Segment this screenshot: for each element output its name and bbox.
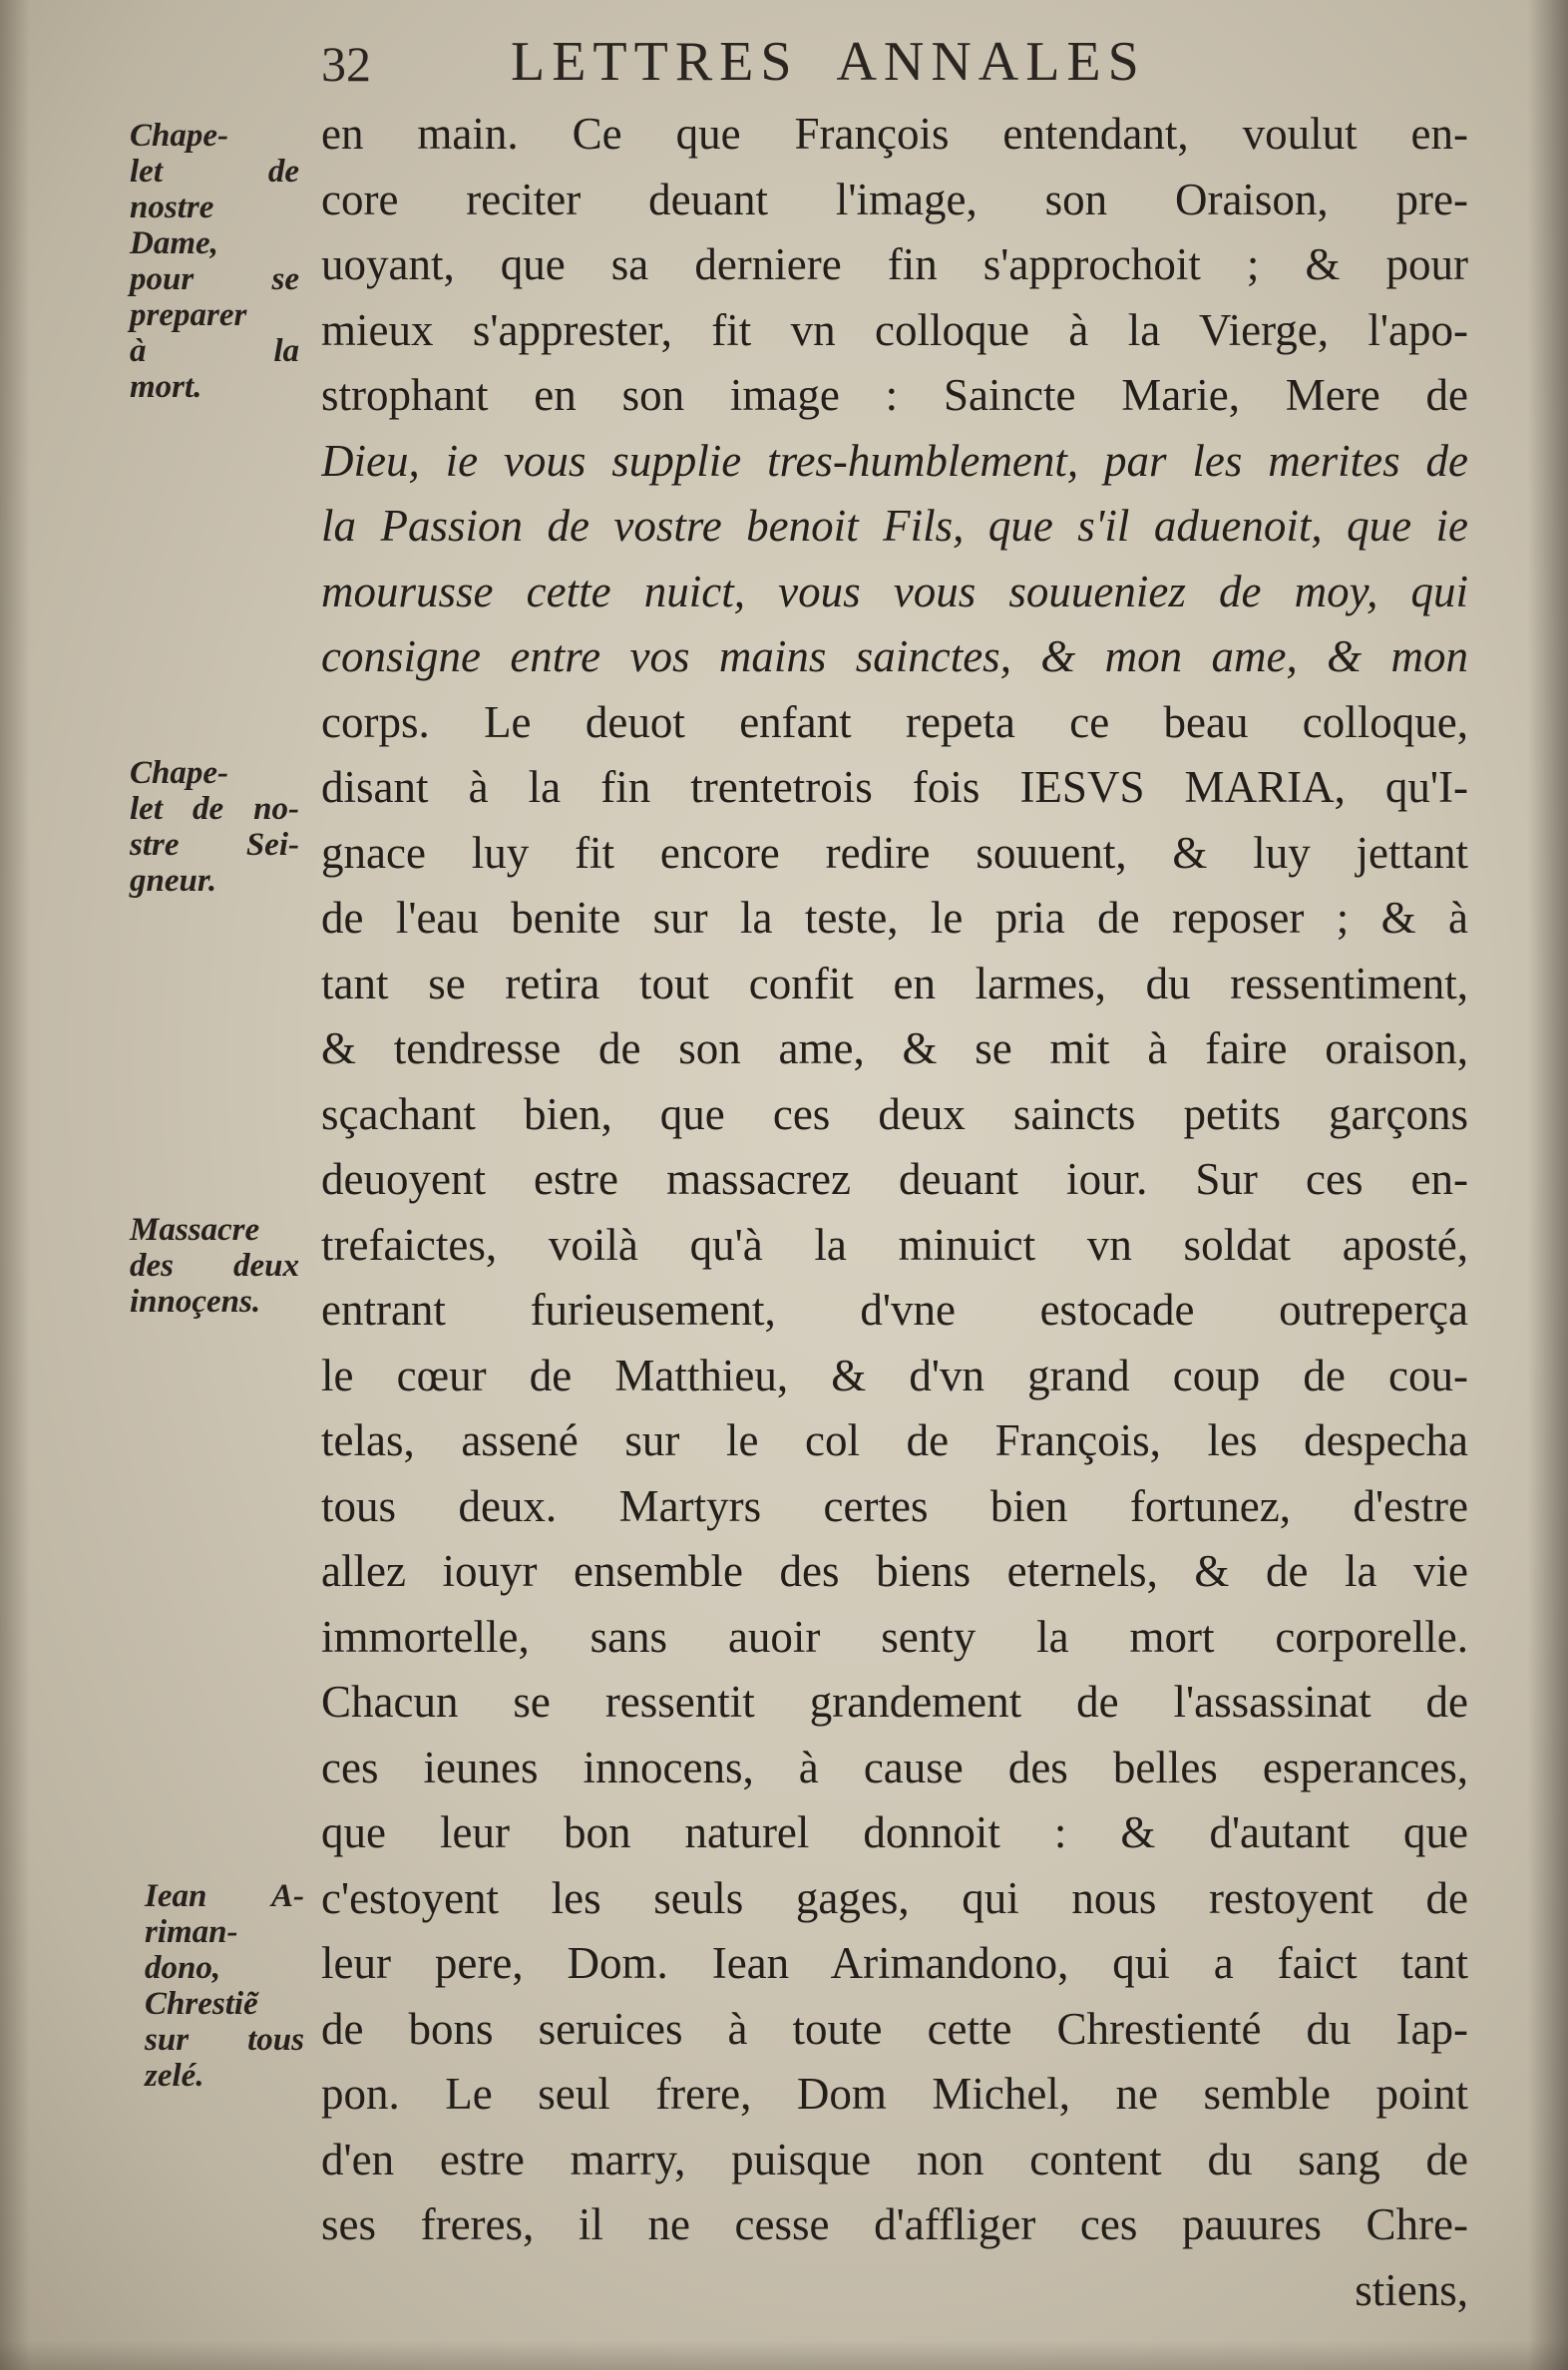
text-line: Dieu, ie vous supplie tres-humblement, par les merites de [321,435,1468,486]
margin-note-line: let de [130,154,299,190]
margin-note-line: Iean A- [145,1878,304,1914]
text-line: en main. Ce que François entendant, voulut en- [321,109,1468,159]
text-line: mourusse cette nuict, vous vous souueniez de moy, qui [321,566,1468,616]
margin-note-line: let de no- [130,791,299,827]
body-text [321,102,1468,2323]
margin-note-line: innoçens. [130,1284,261,1320]
margin-note-line: des deux [130,1248,299,1284]
text-line: mieux s'apprester, fit vn colloque à la Vierge, l'apo- [321,304,1468,355]
text-line: que leur bon naturel donnoit : & d'autant que [321,1807,1468,1857]
text-line: telas, assené sur le col de François, les despecha [321,1415,1468,1465]
gutter-shadow [0,0,30,2370]
margin-note-line: zelé. [145,2058,204,2094]
margin-note-line: sur tous [145,2022,304,2058]
margin-note-line: Dame, [130,225,218,261]
text-line: le cœur de Matthieu, & d'vn grand coup de cou- [321,1350,1468,1400]
margin-note-line: preparer [130,297,247,333]
page-number: 32 [321,36,371,92]
running-title: LETTRES ANNALES [511,31,1146,93]
text-line: allez iouyr ensemble des biens eternels, & de la vie [321,1546,1468,1596]
text-line: trefaictes, voilà qu'à la minuict vn soldat aposté, [321,1219,1468,1270]
margin-note-line: pour se [130,261,299,297]
text-line: core reciter deuant l'image, son Oraison, pre- [321,174,1468,224]
text-line: ses freres, il ne cesse d'affliger ces pauures Chre- [321,2199,1468,2249]
text-line: stiens, [1355,2264,1468,2315]
margin-note-line: nostre [130,190,214,225]
text-line: strophant en son image : Saincte Marie, Mere de [321,370,1468,420]
bottom-edge-shadow [0,2340,1568,2370]
text-line: de bons seruices à toute cette Chrestienté du Iap- [321,2003,1468,2054]
margin-note-line: gneur. [130,863,217,899]
margin-note-massacre [130,1212,299,1320]
text-line: leur pere, Dom. Iean Arimandono, qui a faict tant [321,1938,1468,1988]
text-line: pon. Le seul frere, Dom Michel, ne semble point [321,2069,1468,2119]
text-line: entrant furieusement, d'vne estocade outreperça [321,1285,1468,1335]
margin-note-line: Chape- [130,118,228,154]
text-line: consigne entre vos mains sainctes, & mon ame, & mon [321,631,1468,681]
margin-note-chapelet-dame [130,118,299,405]
text-line: & tendresse de son ame, & se mit à faire oraison, [321,1023,1468,1073]
margin-note-iean-arimandono [145,1878,304,2094]
text-line: disant à la fin trentetrois fois IESVS MARIA, qu'I- [321,762,1468,812]
margin-note-line: riman- [145,1914,238,1950]
text-line: deuoyent estre massacrez deuant iour. Sur ces en- [321,1154,1468,1204]
margin-note-chapelet-seigneur [130,755,299,899]
margin-note-line: Chrestiẽ [145,1986,258,2022]
text-line: d'en estre marry, puisque non content du sang de [321,2134,1468,2184]
text-line: uoyant, que sa derniere fin s'approchoit ; & pour [321,239,1468,289]
text-line: immortelle, sans auoir senty la mort corporelle. [321,1611,1468,1662]
text-line: de l'eau benite sur la teste, le pria de reposer ; & à [321,893,1468,943]
page-header [321,30,1319,100]
margin-note-line: mort. [130,369,202,405]
edge-shadow [1528,0,1568,2370]
margin-note-line: stre Sei- [130,827,299,863]
text-line: sçachant bien, que ces deux saincts petits garçons [321,1088,1468,1139]
text-line: ces ieunes innocens, à cause des belles esperances, [321,1742,1468,1792]
margin-note-line: Chape- [130,755,228,791]
margin-note-line: Massacre [130,1212,260,1248]
margin-note-line: à la [130,333,299,369]
margin-note-line: dono, [145,1950,221,1986]
text-line: c'estoyent les seuls gages, qui nous restoyent de [321,1872,1468,1923]
text-line: la Passion de vostre benoit Fils, que s'il aduenoit, que ie [321,501,1468,551]
text-line: gnace luy fit encore redire souuent, & luy jettant [321,827,1468,878]
text-line: tous deux. Martyrs certes bien fortunez, d'estre [321,1480,1468,1531]
text-line: Chacun se ressentit grandement de l'assassinat de [321,1677,1468,1727]
text-line: tant se retira tout confit en larmes, du ressentiment, [321,958,1468,1008]
text-line: corps. Le deuot enfant repeta ce beau colloque, [321,696,1468,747]
